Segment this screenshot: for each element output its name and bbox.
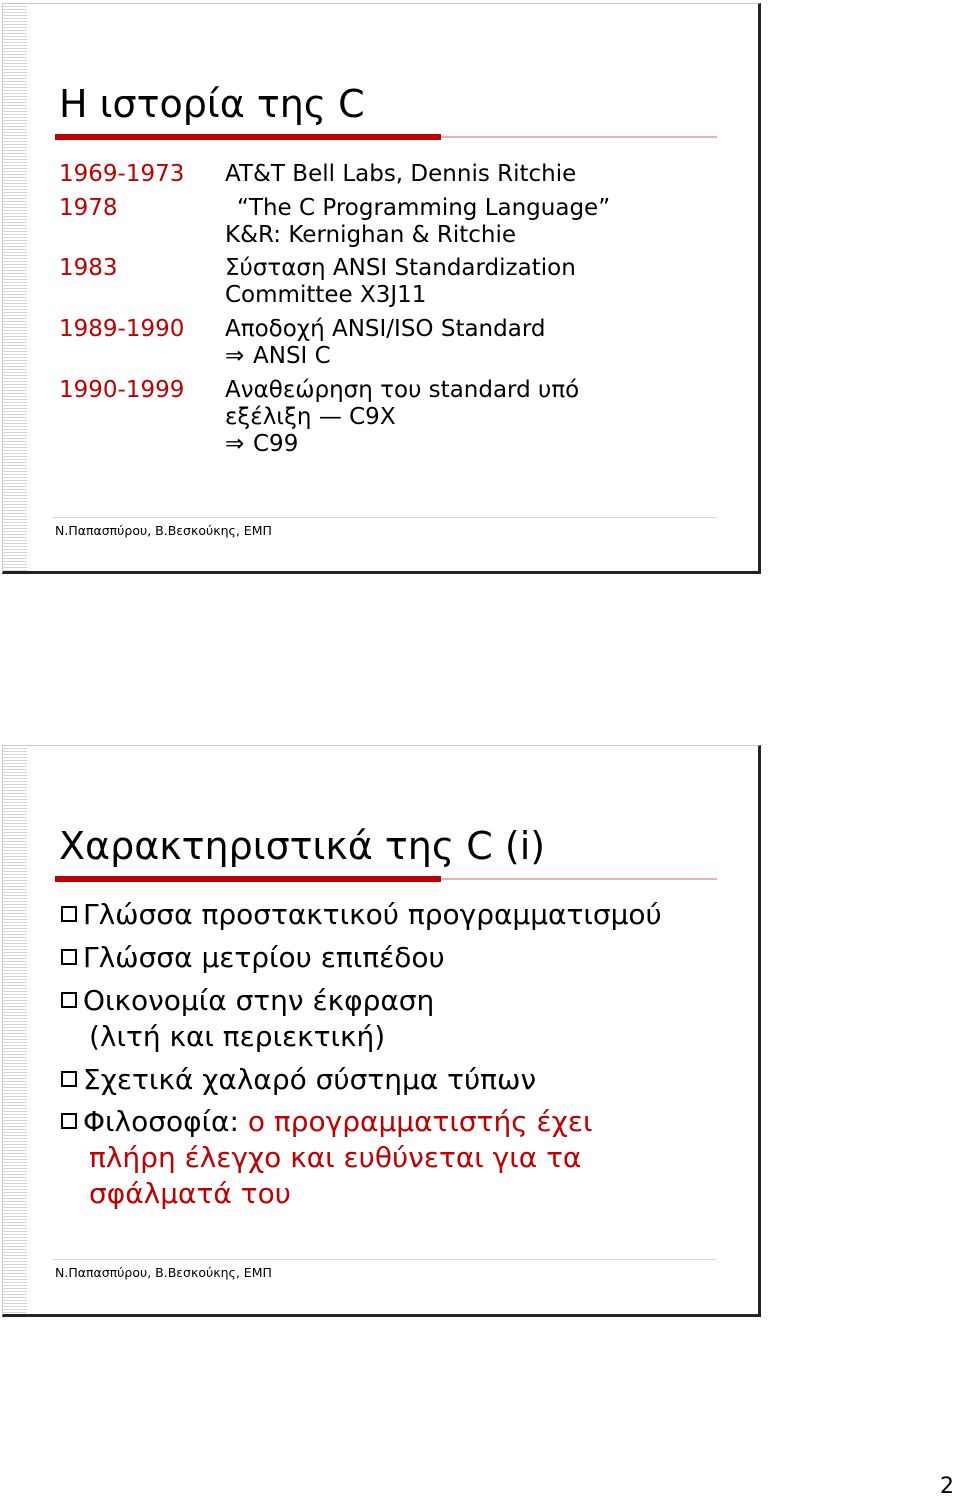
timeline-line: K&R: Kernighan & Ritchie (225, 222, 517, 248)
page-number: 2 (940, 1474, 954, 1499)
timeline-line (225, 343, 545, 370)
slide-footer: Ν.Παπασπύρου, Β.Βεσκούκης, ΕΜΠ (55, 1265, 272, 1280)
title-underline-rule (441, 878, 717, 880)
square-bullet-icon (61, 1113, 77, 1129)
square-bullet-icon (61, 1071, 77, 1087)
timeline-line: Αναθεώρηση του standard υπό (225, 377, 580, 403)
bullet-text: Γλώσσα προστακτικού προγραμματισμού (83, 898, 662, 931)
timeline-year: 1978 (59, 195, 118, 221)
timeline-year: 1990-1999 (59, 377, 185, 403)
bullet-item (59, 1062, 536, 1098)
timeline-line: AT&T Bell Labs, Dennis Ritchie (225, 161, 577, 187)
footer-divider (53, 1259, 717, 1260)
footer-divider (53, 517, 717, 518)
timeline-line (225, 404, 579, 431)
bullet-continuation: (λιτή και περιεκτική) (89, 1020, 386, 1053)
bullet-text: Σχετικά χαλαρό σύστημα τύπων (83, 1063, 537, 1096)
implies-arrow-icon: ⇒ (225, 343, 245, 369)
bullet-text: Οικονομία στην έκφραση (83, 984, 435, 1017)
timeline-year: 1989-1990 (59, 316, 185, 342)
bullet-text: Φιλοσοφία: (83, 1105, 239, 1138)
bullet-highlight: ο προγραμματιστής έχει (247, 1105, 593, 1138)
title-underline-accent (55, 876, 441, 882)
bullet-highlight: σφάλματά του (89, 1177, 291, 1210)
square-bullet-icon (61, 992, 77, 1008)
timeline-desc (225, 255, 576, 309)
implies-arrow-icon: ⇒ (225, 431, 245, 457)
slide-history (2, 3, 761, 574)
timeline-line: “The C Programming Language” (237, 195, 611, 221)
bullet-item (59, 940, 445, 976)
timeline-desc (225, 161, 576, 188)
timeline-year: 1983 (59, 255, 118, 281)
square-bullet-icon (61, 949, 77, 965)
timeline-phrase: εξέλιξη (225, 404, 312, 430)
timeline-phrase: C9X (349, 404, 396, 430)
bullet-item (59, 897, 662, 933)
em-dash-icon: — (318, 404, 342, 430)
slide-title: Χαρακτηριστικά της C (i) (59, 824, 546, 868)
title-underline-accent (55, 134, 441, 140)
bullet-highlight: πλήρη έλεγχο και ευθύνεται για τα (89, 1141, 582, 1174)
timeline-line (225, 431, 579, 458)
slide-characteristics (2, 745, 761, 1317)
title-underline-rule (441, 136, 717, 138)
timeline-result: C99 (253, 431, 299, 457)
bullet-item (59, 1104, 592, 1212)
timeline-desc (225, 377, 579, 458)
slide-footer: Ν.Παπασπύρου, Β.Βεσκούκης, ΕΜΠ (55, 523, 272, 538)
timeline-result: ANSI C (253, 343, 331, 369)
timeline-desc (225, 195, 610, 249)
timeline-desc (225, 316, 545, 370)
timeline-line: Σύσταση ANSI Standardization (225, 255, 576, 281)
slide-title: Η ιστορία της C (59, 82, 365, 126)
timeline-year: 1969-1973 (59, 161, 185, 187)
bullet-text: Γλώσσα μετρίου επιπέδου (83, 941, 445, 974)
timeline-line: Committee X3J11 (225, 282, 427, 308)
bullet-item (59, 983, 434, 1055)
timeline-line: Αποδοχή ANSI/ISO Standard (225, 316, 546, 342)
square-bullet-icon (61, 906, 77, 922)
